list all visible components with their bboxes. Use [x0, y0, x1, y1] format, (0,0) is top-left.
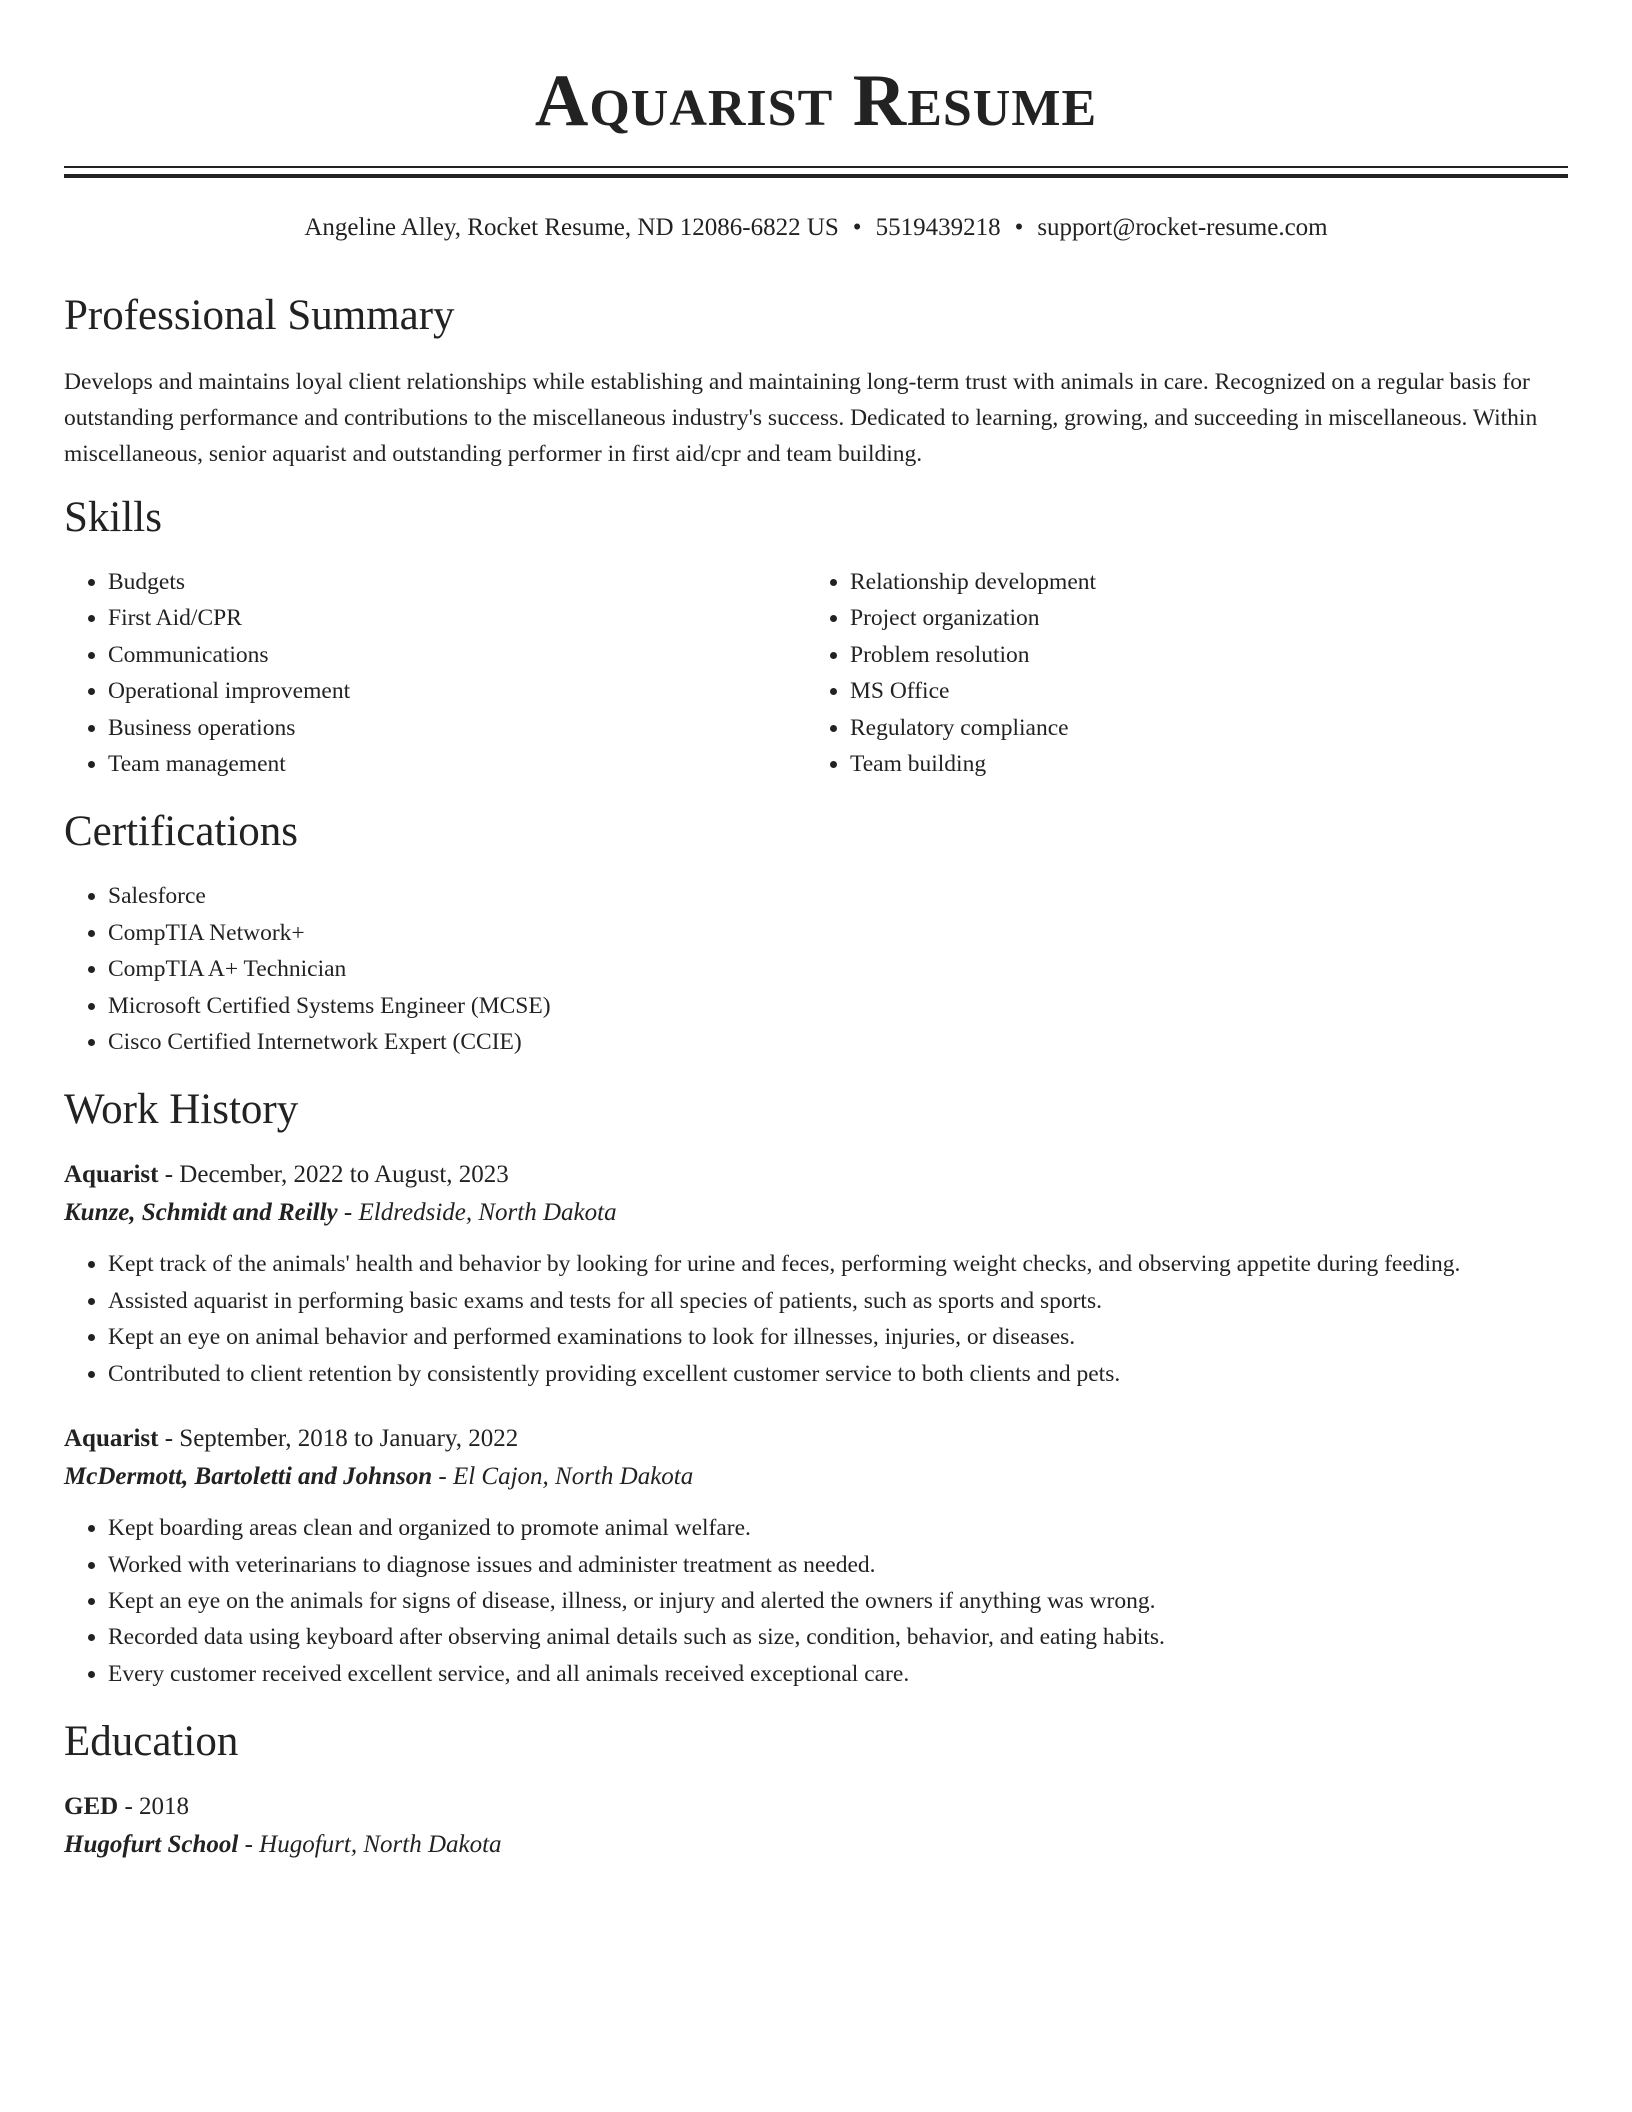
job-entry	[64, 1156, 1568, 1392]
education-degree: GED	[64, 1793, 119, 1821]
job-company: Kunze, Schmidt and Reilly	[64, 1199, 338, 1227]
job-duty-item: • Kept track of the animals' health and behavior by looking for urine and feces, performing weight checks, and observing appetite during feeding.	[108, 1246, 1568, 1282]
skills-heading: Skills	[64, 494, 162, 541]
job-title-line	[64, 1156, 1568, 1194]
skill-item: • Regulatory compliance	[850, 710, 1548, 746]
work-history-section	[64, 1084, 1568, 1692]
education-school: Hugofurt School	[64, 1831, 239, 1859]
job-duty-item: • Kept an eye on animal behavior and performed examinations to look for illnesses, injuries, or diseases.	[108, 1319, 1568, 1355]
summary-section	[64, 290, 1568, 472]
skills-section	[64, 492, 1568, 782]
education-degree-line	[64, 1788, 1568, 1826]
skill-item: • Business operations	[108, 710, 806, 746]
contact-separator: •	[852, 214, 862, 241]
job-dates: - December, 2022 to August, 2023	[158, 1161, 509, 1189]
certification-item: • Cisco Certified Internetwork Expert (CCIE)	[108, 1024, 1568, 1060]
skills-left-column	[64, 564, 806, 782]
job-duty-item: • Recorded data using keyboard after observing animal details such as size, condition, behavior, and eating habits.	[108, 1619, 1568, 1655]
skill-item: • First Aid/CPR	[108, 600, 806, 636]
title-divider	[64, 166, 1568, 178]
job-duty-item: • Kept boarding areas clean and organized to promote animal welfare.	[108, 1510, 1568, 1546]
job-location: - Eldredside, North Dakota	[337, 1199, 617, 1227]
skill-item: • Team management	[108, 746, 806, 782]
job-duty-item: • Assisted aquarist in performing basic exams and tests for all species of patients, such as sports and sports.	[108, 1283, 1568, 1319]
job-company-line	[64, 1458, 1568, 1496]
job-duty-item: • Contributed to client retention by consistently providing excellent customer service to both clients and pets.	[108, 1356, 1568, 1392]
skill-item: • Operational improvement	[108, 673, 806, 709]
job-location: - El Cajon, North Dakota	[432, 1463, 694, 1491]
job-duty-item: • Worked with veterinarians to diagnose issues and administer treatment as needed.	[108, 1547, 1568, 1583]
skill-item: • Budgets	[108, 564, 806, 600]
education-school-line	[64, 1826, 1568, 1864]
skill-item: • MS Office	[850, 673, 1548, 709]
skills-columns	[64, 564, 1568, 782]
education-heading: Education	[64, 1718, 239, 1766]
contact-address: Angeline Alley, Rocket Resume, ND 12086-6822 US	[304, 214, 839, 241]
job-title: Aquarist	[64, 1161, 159, 1189]
skill-item: • Team building	[850, 746, 1548, 782]
job-duty-item: • Kept an eye on the animals for signs of disease, illness, or injury and alerted the owners if anything was wrong.	[108, 1583, 1568, 1619]
job-entry	[64, 1420, 1568, 1692]
job-title-line	[64, 1420, 1568, 1458]
contact-separator: •	[1014, 214, 1024, 241]
contact-line	[64, 212, 1568, 244]
education-location: - Hugofurt, North Dakota	[238, 1831, 502, 1859]
job-company-line	[64, 1194, 1568, 1232]
resume-title: Aquarist Resume	[534, 60, 1098, 142]
skill-item: • Problem resolution	[850, 637, 1548, 673]
skill-item: • Project organization	[850, 600, 1548, 636]
certifications-section	[64, 806, 1568, 1060]
contact-email: support@rocket-resume.com	[1037, 214, 1328, 241]
contact-phone: 5519439218	[875, 214, 1001, 241]
certification-item: • CompTIA A+ Technician	[108, 951, 1568, 987]
job-dates: - September, 2018 to January, 2022	[158, 1425, 519, 1453]
education-year: - 2018	[118, 1793, 190, 1821]
summary-heading: Professional Summary	[64, 292, 455, 339]
job-title: Aquarist	[64, 1425, 159, 1453]
job-duty-item: • Every customer received excellent service, and all animals received exceptional care.	[108, 1656, 1568, 1692]
skill-item: • Relationship development	[850, 564, 1548, 600]
certifications-heading: Certifications	[64, 808, 299, 856]
certification-item: • Microsoft Certified Systems Engineer (MCSE)	[108, 988, 1568, 1024]
skills-right-column	[806, 564, 1548, 782]
skill-item: • Communications	[108, 637, 806, 673]
work-history-heading: Work History	[64, 1086, 299, 1134]
education-section	[64, 1716, 1568, 1864]
certification-item: • CompTIA Network+	[108, 915, 1568, 951]
job-company: McDermott, Bartoletti and Johnson	[64, 1463, 433, 1491]
summary-text: Develops and maintains loyal client relationships while establishing and maintaining long-term trust with animals in care. Recognized on a regular basis for outstanding performance and contributions to the miscellaneous industry's success. Dedicated to learning, growing, and succeeding in miscellaneous. Within miscellaneous, senior aquarist and outstanding performer in first aid/cpr and team building.	[64, 369, 1538, 467]
certification-item: • Salesforce	[108, 878, 1568, 914]
